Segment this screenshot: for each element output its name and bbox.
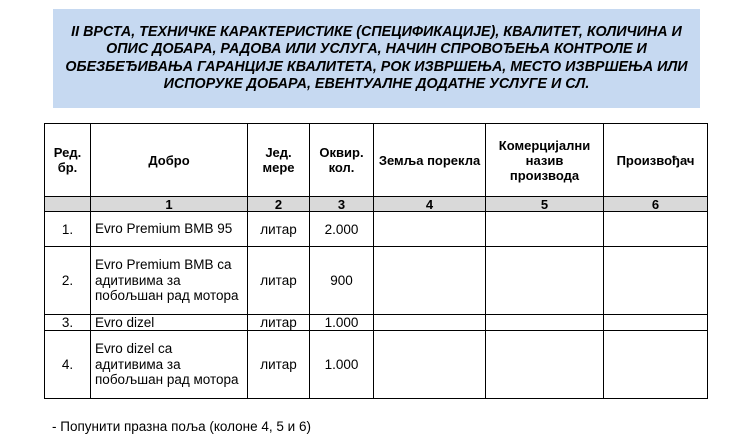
row-number: 1. bbox=[45, 212, 91, 247]
header-naziv: Комерцијални назив производа bbox=[486, 124, 604, 197]
manufacturer-cell[interactable] bbox=[604, 247, 708, 315]
commercial-name-cell[interactable] bbox=[486, 212, 604, 247]
manufacturer-cell[interactable] bbox=[604, 331, 708, 399]
header-zemlja: Земља порекла bbox=[374, 124, 486, 197]
quantity: 2.000 bbox=[310, 212, 374, 247]
column-number: 2 bbox=[248, 197, 310, 212]
quantity: 900 bbox=[310, 247, 374, 315]
header-dobro: Добро bbox=[91, 124, 248, 197]
header-kol: Оквир. кол. bbox=[310, 124, 374, 197]
table-row bbox=[45, 247, 708, 315]
commercial-name-cell[interactable] bbox=[486, 247, 604, 315]
country-of-origin-cell[interactable] bbox=[374, 247, 486, 315]
table-header-row bbox=[45, 124, 708, 197]
header-rb: Ред. бр. bbox=[45, 124, 91, 197]
quantity: 1.000 bbox=[310, 315, 374, 331]
unit: литар bbox=[248, 315, 310, 331]
column-number-blank bbox=[45, 197, 91, 212]
row-number: 2. bbox=[45, 247, 91, 315]
header-proizvodjac: Произвођач bbox=[604, 124, 708, 197]
column-number: 4 bbox=[374, 197, 486, 212]
specification-table bbox=[44, 123, 708, 399]
row-number: 3. bbox=[45, 315, 91, 331]
manufacturer-cell[interactable] bbox=[604, 212, 708, 247]
unit: литар bbox=[248, 212, 310, 247]
table-row bbox=[45, 315, 708, 331]
column-number-row bbox=[45, 197, 708, 212]
quantity: 1.000 bbox=[310, 331, 374, 399]
column-number: 3 bbox=[310, 197, 374, 212]
commercial-name-cell[interactable] bbox=[486, 331, 604, 399]
product-name: Evro dizel bbox=[91, 315, 248, 331]
header-jed: Јед. мере bbox=[248, 124, 310, 197]
country-of-origin-cell[interactable] bbox=[374, 331, 486, 399]
manufacturer-cell[interactable] bbox=[604, 315, 708, 331]
table-row bbox=[45, 331, 708, 399]
section-heading: II ВРСТА, ТЕХНИЧКЕ КАРАКТЕРИСТИКЕ (СПЕЦИФИКАЦИЈЕ), КВАЛИТЕТ, КОЛИЧИНА И ОПИС ДОБАРА, РАДОВА ИЛИ УСЛУГА, НАЧИН СПРОВОЂЕЊА КОНТРОЛЕ И ОБЕЗБЕЂИВАЊА ГАРАНЦИЈЕ КВАЛИТЕТА, РОК ИЗВРШЕЊА, МЕСТО ИЗВРШЕЊА ИЛИ ИСПОРУКЕ ДОБАРА, ЕВЕНТУАЛНЕ ДОДАТНЕ УСЛУГЕ И СЛ. bbox=[53, 9, 700, 108]
unit: литар bbox=[248, 331, 310, 399]
product-name: Evro Premium BMB 95 bbox=[91, 212, 248, 247]
product-name: Evro Premium BMB са адитивима за побољшан рад мотора bbox=[91, 247, 248, 315]
column-number: 1 bbox=[91, 197, 248, 212]
column-number: 5 bbox=[486, 197, 604, 212]
product-name: Evro dizel са адитивима за побољшан рад мотора bbox=[91, 331, 248, 399]
column-number: 6 bbox=[604, 197, 708, 212]
country-of-origin-cell[interactable] bbox=[374, 315, 486, 331]
fill-instruction-note: - Попунити празна поља (колоне 4, 5 и 6) bbox=[52, 419, 311, 434]
table-row bbox=[45, 212, 708, 247]
commercial-name-cell[interactable] bbox=[486, 315, 604, 331]
row-number: 4. bbox=[45, 331, 91, 399]
country-of-origin-cell[interactable] bbox=[374, 212, 486, 247]
unit: литар bbox=[248, 247, 310, 315]
